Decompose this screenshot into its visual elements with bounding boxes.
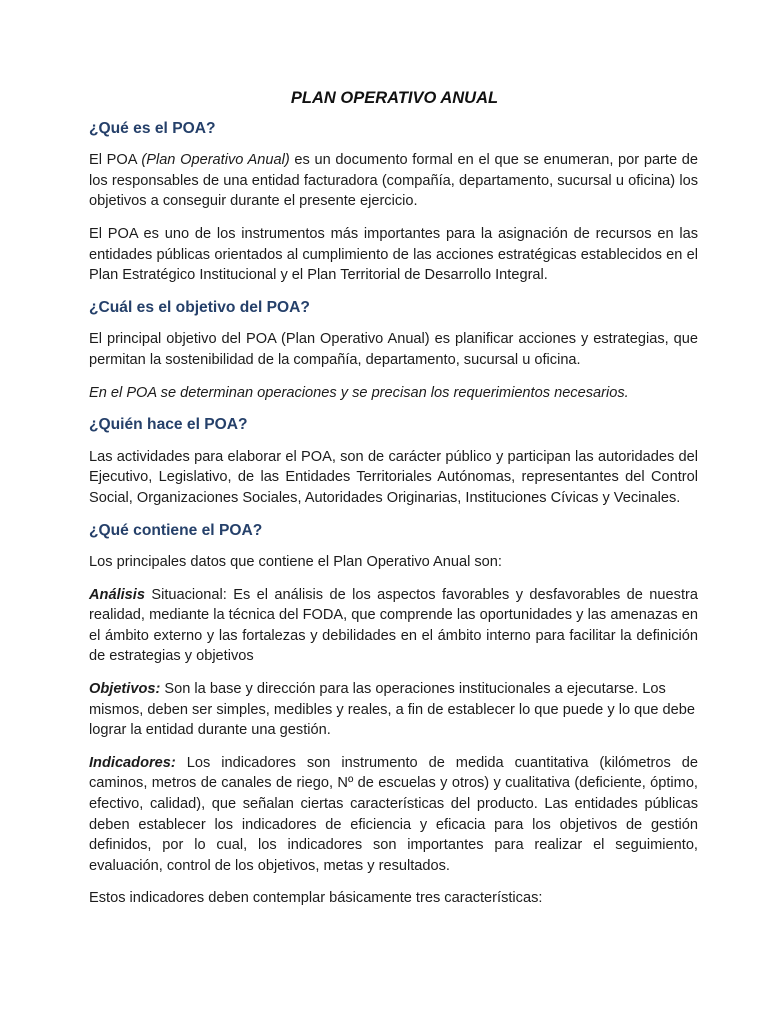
list-item-analisis [89,585,698,667]
paragraph-contents-intro: Los principales datos que contiene el Plan Operativo Anual son: [89,554,502,571]
text-objetivos: Son la base y dirección para las operaciones institucionales a ejecutarse. Los mismos, deben ser simples, medibles y reales, a fin de establecer lo que puede y lo que debe lograr la entidad durante una gestión. [89,681,695,739]
paragraph-objective: El principal objetivo del POA (Plan Operativo Anual) es planificar acciones y estrategias, que permitan la sostenibilidad de la compañía, departamento, sucursal u oficina. [89,331,698,368]
paragraph-objective-note: En el POA se determinan operaciones y se precisan los requerimientos necesarios. [89,384,629,401]
heading-objetivo-poa: ¿Cuál es el objetivo del POA? [89,298,310,316]
paragraph-definition-italic: (Plan Operativo Anual) [141,152,290,169]
paragraph-definition-post: es un documento formal en el que se enumeran, por parte de los responsables de una entidad facturadora (compañía, departamento, sucursal u oficina) los objetivos a conseguir durante el presente ejercicio. [89,152,699,210]
heading-que-contiene-poa: ¿Qué contiene el POA? [89,521,263,539]
term-indicadores: Indicadores: [89,754,176,771]
paragraph-who: Las actividades para elaborar el POA, son de carácter público y participan las autoridades del Ejecutivo, Legislativo, de las Entidades Territoriales Autónomas, representantes del Control Social, Organizaciones Sociales, Autoridades Originarias, Instituciones Cívicas y Vecinales. [89,448,698,506]
paragraph-definition-pre: El POA [89,152,142,169]
list-item-indicadores [89,753,698,877]
term-objetivos: Objetivos: [89,681,161,698]
paragraph-importance: El POA es uno de los instrumentos más importantes para la asignación de recursos en las entidades públicas orientados al cumplimiento de las acciones estratégicas establecidos en el Plan Estratégico Institucional y el Plan Territorial de Desarrollo Integral. [89,225,698,284]
text-analisis: Situacional: Es el análisis de los aspectos favorables y desfavorables de nuestra realidad, mediante la técnica del FODA, que comprende las oportunidades y las amenazas en el ámbito externo y las fortalezas y debilidades en el ámbito interno para facilitar la definición de estrategias y objetivos [89,586,698,665]
document-title: PLAN OPERATIVO ANUAL [290,89,499,107]
paragraph-definition [89,150,698,212]
heading-que-es-poa: ¿Qué es el POA? [89,119,216,137]
heading-quien-hace-poa: ¿Quién hace el POA? [89,416,248,434]
list-item-objetivos [89,679,698,741]
text-indicadores: Los indicadores son instrumento de medida cuantitativa (kilómetros de caminos, metros de canales de riego, Nº de escuelas y otros) y cualitativa (deficiente, óptimo, efectivo, calidad), que señalan ciertas características del producto. Las entidades públicas deben establecer los indicadores de eficiencia y eficacia para los objetivos de gestión definidos, por lo cual, los indicadores son importantes para realizar el seguimiento, evaluación, control de los objetivos, metas y resultados. [89,754,698,874]
paragraph-closing: Estos indicadores deben contemplar básicamente tres características: [89,890,543,907]
term-analisis: Análisis [89,586,145,603]
